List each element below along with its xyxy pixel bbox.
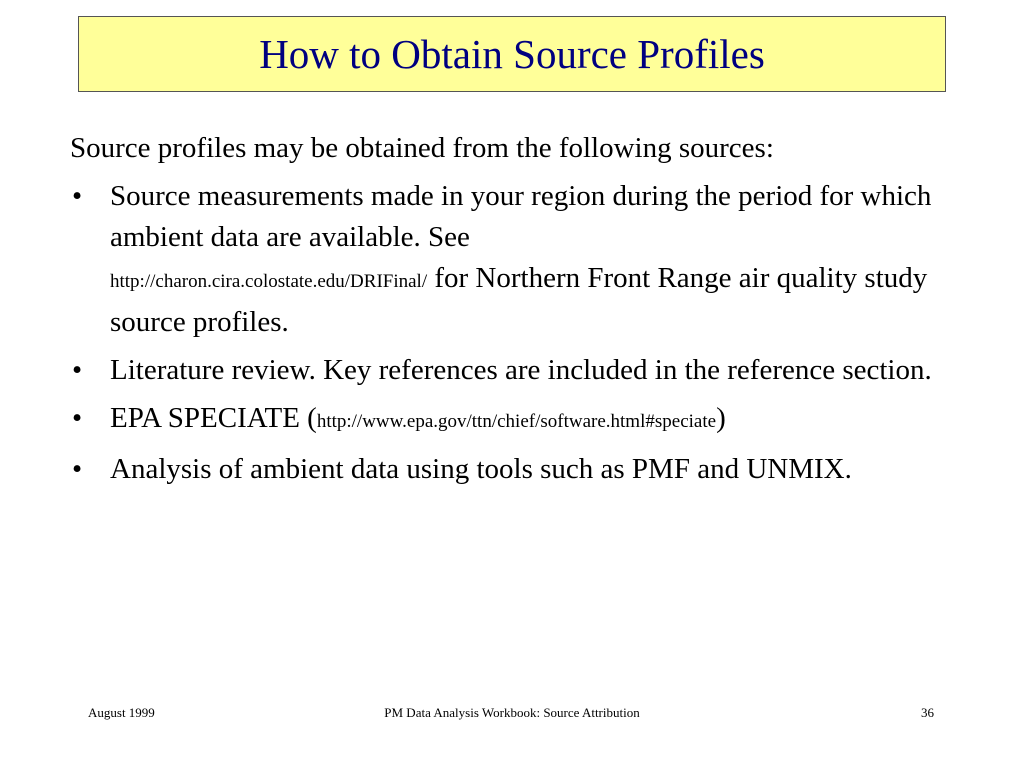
bullet-list: [70, 176, 980, 497]
bullet-icon: •: [72, 354, 83, 386]
bullet-text: Analysis of ambient data using tools such as PMF and UNMIX.: [110, 453, 852, 485]
bullet-text: EPA SPECIATE (: [110, 402, 317, 434]
bullet-item-source-measurements: [70, 176, 980, 343]
footer-title: PM Data Analysis Workbook: Source Attribution: [384, 705, 640, 720]
bullet-text: Literature review. Key references are included in the reference section.: [110, 354, 932, 386]
bullet-item-epa-speciate: [70, 398, 980, 442]
bullet-text: Source measurements made in your region during the period for which ambient data are available. See: [110, 180, 932, 253]
bullet-icon: •: [72, 180, 83, 212]
bullet-text-close: ): [716, 402, 726, 434]
footer-page-number: 36: [921, 705, 934, 720]
bullet-item-literature-review: [70, 350, 980, 391]
bullet-icon: •: [72, 453, 83, 485]
epa-speciate-link[interactable]: http://www.epa.gov/ttn/chief/software.html#speciate: [316, 411, 717, 432]
footer-date: August 1999: [88, 705, 155, 720]
bullet-text-continued: for Northern Front Range air quality study source profiles.: [110, 262, 928, 338]
slide-title-box: [78, 16, 946, 92]
intro-text: Source profiles may be obtained from the following sources:: [70, 132, 774, 164]
bullet-item-ambient-analysis: [70, 449, 980, 490]
bullet-icon: •: [72, 402, 83, 434]
dri-final-link[interactable]: http://charon.cira.colostate.edu/DRIFinal/: [110, 271, 428, 292]
slide-title: How to Obtain Source Profiles: [259, 30, 765, 77]
